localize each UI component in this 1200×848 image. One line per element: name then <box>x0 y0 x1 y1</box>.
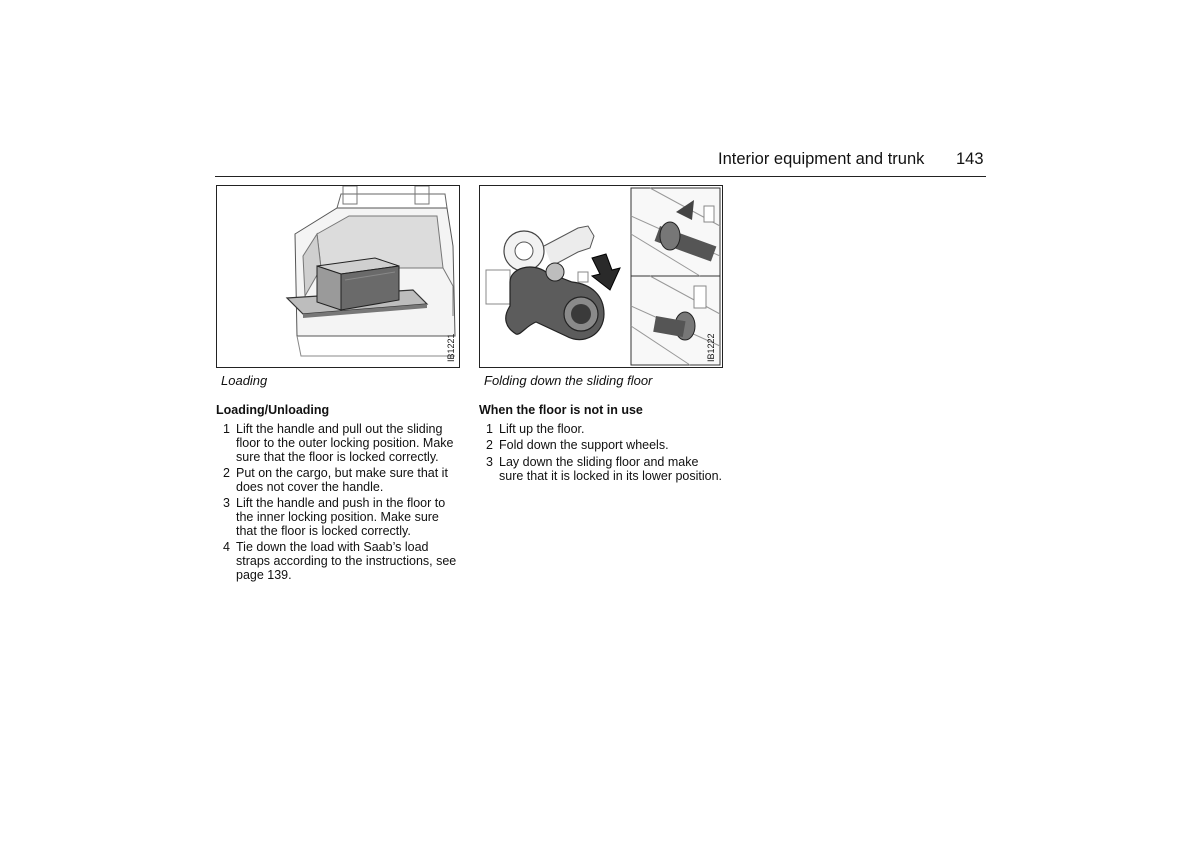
trunk-loading-illustration <box>217 186 459 367</box>
figure-caption: Loading <box>221 373 268 388</box>
page-number: 143 <box>956 150 984 168</box>
page-header <box>716 150 986 170</box>
list-item: 3 Lift the handle and push in the floor to the inner locking position. Make sure that the floor is locked correctly. <box>223 496 446 538</box>
figure-loading <box>216 185 460 368</box>
figure-caption: Folding down the sliding floor <box>484 373 653 388</box>
page-title: Interior equipment and trunk <box>718 150 925 168</box>
figure-code: IB1221 <box>446 333 456 362</box>
section-heading: Loading/Unloading <box>216 403 330 417</box>
instruction-list <box>479 423 723 486</box>
header-divider <box>215 176 986 177</box>
instruction-list <box>216 423 460 585</box>
list-item: 2 Fold down the support wheels. <box>486 438 669 453</box>
list-item: 2 Put on the cargo, but make sure that it does not cover the handle. <box>223 465 448 494</box>
folding-mechanism-illustration <box>480 186 722 367</box>
list-item: 1 Lift up the floor. <box>486 422 585 436</box>
figure-code: IB1222 <box>706 333 716 362</box>
list-item: 3 Lay down the sliding floor and make sure that it is locked in its lower position. <box>486 454 723 483</box>
figure-folding-floor <box>479 185 723 368</box>
section-heading: When the floor is not in use <box>479 403 643 417</box>
list-item: 4 Tie down the load with Saab’s load straps according to the instructions, see page 139. <box>223 540 457 582</box>
list-item: 1 Lift the handle and pull out the sliding floor to the outer locking position. Make sure that the floor is locked correctly. <box>223 422 454 464</box>
